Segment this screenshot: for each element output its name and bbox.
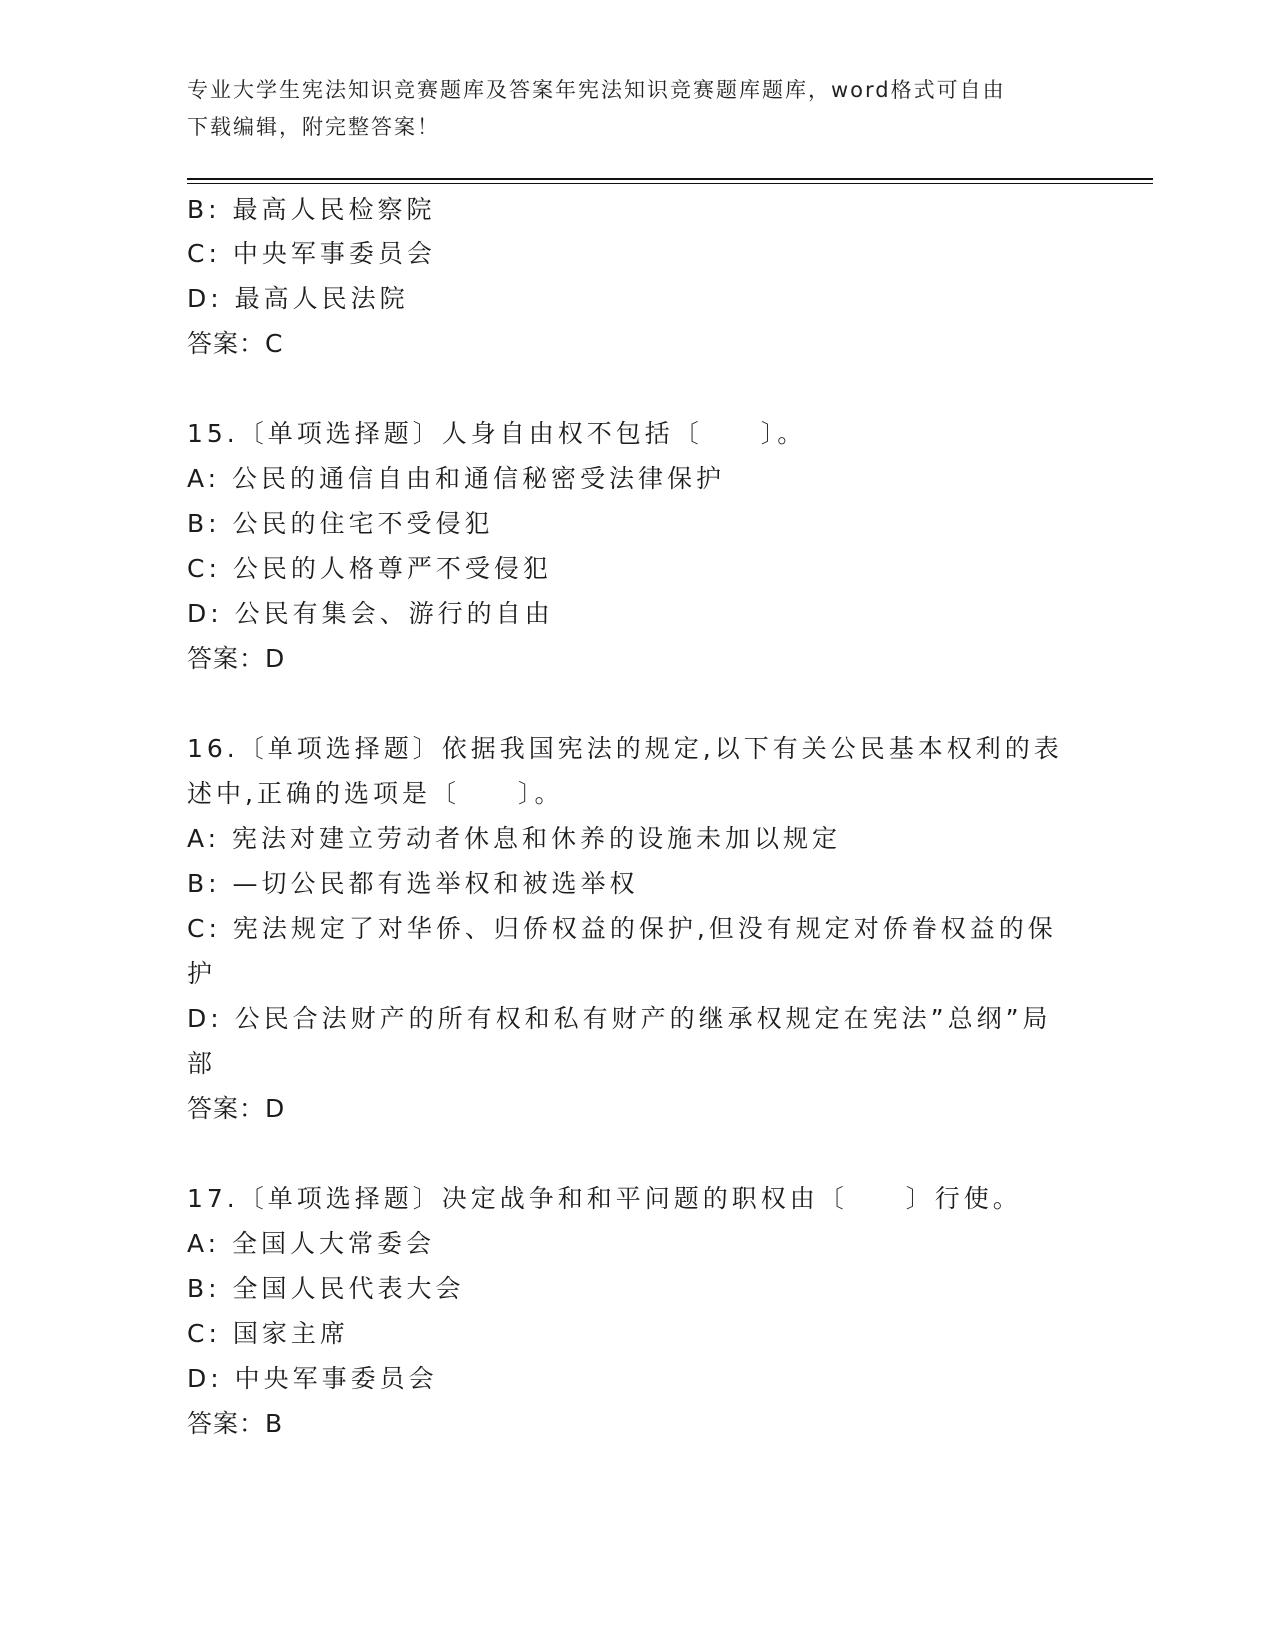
answer-line: 答案：D <box>187 1094 286 1123</box>
option-b: B: 公民的住宅不受侵犯 <box>187 509 494 538</box>
option-b: B: 最高人民检察院 <box>187 195 436 224</box>
answer-line: 答案：C <box>187 329 284 358</box>
header-rule-thick <box>187 178 1153 180</box>
question-16-text: 16.〔单项选择题〕依据我国宪法的规定,以下有关公民基本权利的表 <box>187 734 1063 763</box>
option-b: B: —切公民都有选举权和被选举权 <box>187 869 639 898</box>
option-a: A: 公民的通信自由和通信秘密受法律保护 <box>187 464 726 493</box>
option-a: A: 宪法对建立劳动者休息和休养的设施未加以规定 <box>187 824 842 853</box>
header-rule-thin <box>187 183 1153 184</box>
option-d: D: 公民有集会、游行的自由 <box>187 599 554 628</box>
answer-line: 答案：B <box>187 1409 284 1438</box>
option-d: D: 最高人民法院 <box>187 284 409 313</box>
option-d-cont: 部 <box>187 1049 217 1078</box>
question-15-text: 15.〔单项选择题〕人身自由权不包括〔 〕。 <box>187 419 807 448</box>
option-c: C: 宪法规定了对华侨、归侨权益的保护,但没有规定对侨眷权益的保 <box>187 914 1057 943</box>
option-b: B: 全国人民代表大会 <box>187 1274 465 1303</box>
document-header <box>187 72 1077 146</box>
option-c-cont: 护 <box>187 959 217 988</box>
question-17-text: 17.〔单项选择题〕决定战争和和平问题的职权由〔 〕行使。 <box>187 1184 1022 1213</box>
question-16-text-cont: 述中,正确的选项是〔 〕。 <box>187 779 564 808</box>
header-line-2: 下载编辑，附完整答案！ <box>187 115 440 139</box>
answer-line: 答案：D <box>187 644 286 673</box>
option-a: A: 全国人大常委会 <box>187 1229 436 1258</box>
option-d: D: 中央军事委员会 <box>187 1364 438 1393</box>
option-c: C: 公民的人格尊严不受侵犯 <box>187 554 552 583</box>
option-c: C: 中央军事委员会 <box>187 239 436 268</box>
option-d: D: 公民合法财产的所有权和私有财产的继承权规定在宪法”总纲”局 <box>187 1004 1052 1033</box>
header-line-1: 专业大学生宪法知识竞赛题库及答案年宪法知识竞赛题库题库，word格式可自由 <box>187 78 1006 102</box>
option-c: C: 国家主席 <box>187 1319 349 1348</box>
